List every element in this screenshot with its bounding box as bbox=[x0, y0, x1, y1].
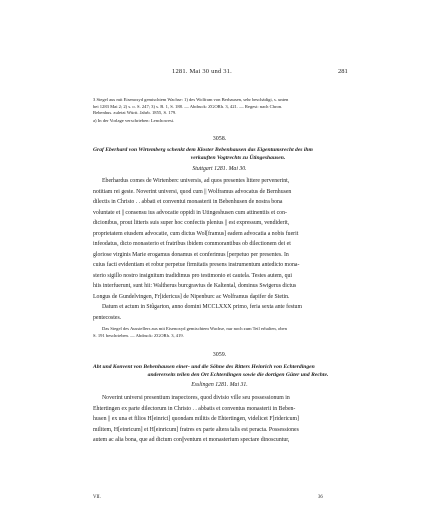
document-number: 3058. bbox=[212, 136, 227, 142]
document-date: Esslingen 1281. Mai 31. bbox=[191, 382, 248, 388]
footer-signature: 36 bbox=[318, 495, 323, 500]
document-title-line: verkauften Vogtrechts zu Ütingeshausen. bbox=[190, 155, 286, 161]
footnote-line: bei 1283 Mai 2; 2) s. o. S. 247; 3) s. B. 1, S. 188. — Abdruck: ZGORh. 3, 421. — Regest: nach Chron. bbox=[93, 103, 283, 109]
body-line: Datum et actum in Stûgarton, anno domini MCCLXXX primo, feria sexta ante festum bbox=[102, 304, 302, 310]
body-line: dicionibus, prout litteris suis super hoc confectis plenius || est expressum, vendiderit, bbox=[93, 220, 290, 226]
document-title-line: andererseits teilen den Ort Echterdingen sowie die dortigen Güter und Rechte. bbox=[147, 372, 329, 378]
seal-footnote-line: S. 191 beschrieben. — Abdruck: ZGORh. 3, 419. bbox=[93, 333, 184, 338]
body-line: proprietatem eiusdem advocatie, cum dictus Wol[framus] eadem advocatia a nobis fuerit bbox=[93, 230, 299, 237]
body-line: infeodatus, dicto monasterio et fratribus ibidem commorantibus ob dilectionem dei et bbox=[93, 241, 291, 247]
seal-footnote-line: Das Siegel des Ausstellers aus mit Eisenoxyd gemischtem Wachse, nur noch zum Teil erhalten, oben bbox=[102, 326, 287, 331]
footnote-annotation: a) In der Vorlage verschrieben: Lenchowesi. bbox=[93, 118, 175, 123]
footnote-line: Bebenhus. zuletzt Württ. Jahrb. 1855, S. 179. bbox=[93, 110, 177, 115]
body-line: Ehtertingen ex parte dilectorum in Christo . . abbatis et conventus monasterii in Beben- bbox=[93, 405, 296, 412]
body-line: cuius facti evidentiam et robur perpetue firmitatis presens instrumentum antedicto mona- bbox=[93, 262, 300, 268]
body-line: Longus de Gundelvingen, Fr[idericus] de Nipenburc ac Wolframus dapifer de Stetin. bbox=[93, 293, 290, 300]
body-line: gloriose virginis Marie erogamus donamus et conferimus [perpetuo per presentes. In bbox=[93, 251, 289, 258]
footnote-line: 3 Siegel aus mit Eisenoxyd gemischtem Wachse: 1) des Wolfram von Berhausen, sehr beschädigt, s. unten bbox=[93, 97, 289, 102]
document-title-line: Graf Eberhard von Wirtemberg schenkt dem Kloster Bebenhausen das Eigentumsrecht des ihm bbox=[93, 147, 313, 153]
body-line: Noverint universi presentium inspectores, quod divisio ville seu possessionum in bbox=[102, 395, 290, 401]
body-line: Eberhardus comes de Wirtenberc universis, ad quos presentes littere pervenerint, bbox=[102, 178, 290, 184]
body-line: husen || ex una et filios H[einrici] quondam militis de Ehtertingen, videlicet F[ridericum] bbox=[93, 416, 299, 422]
body-line: hiis interfuerunt, sunt hii: Waltherus burcgravius de Kaltental, dominus Swigerus dictus bbox=[93, 283, 297, 289]
running-header bbox=[0, 68, 439, 78]
footer-volume: VII. bbox=[93, 495, 101, 500]
body-line: militem, H[einricum] et H[einricum] fratres ex parte altera talis est peracta. Possessiones bbox=[93, 426, 299, 433]
header-title: 1281. Mai 30 und 31. bbox=[172, 68, 232, 75]
document-date: Stuttgart 1281. Mai 30. bbox=[192, 166, 247, 172]
body-line: autem ac alia bona, que ad dictum con||ventum et monasterium spectare dinoscuntur, bbox=[93, 437, 290, 443]
body-line: sterio sigillo nostro insignitum tradidimus pro testimonio et cautela. Testes autem, qui bbox=[93, 272, 292, 279]
document-title-line: Abt und Konvent von Bebenhausen einer- und die Söhne des Ritters Heinrich von Echterdingen bbox=[93, 364, 315, 370]
body-line: pentecostes. bbox=[93, 314, 122, 321]
body-line: notitiam rei geste. Noverint universi, quod cum || Wolframus advocatus de Bernhusen bbox=[93, 188, 292, 195]
header-page-number: 281 bbox=[338, 68, 348, 75]
document-number: 3059. bbox=[212, 352, 227, 358]
body-line: voluntate et || consensu ius advocatie oppidi in Utingeshusen cum attinentiis et con- bbox=[93, 209, 287, 216]
body-line: dilectis in Christo . . abbati et conventui monasterii in Bebenhusen de nostra bona bbox=[93, 199, 283, 205]
